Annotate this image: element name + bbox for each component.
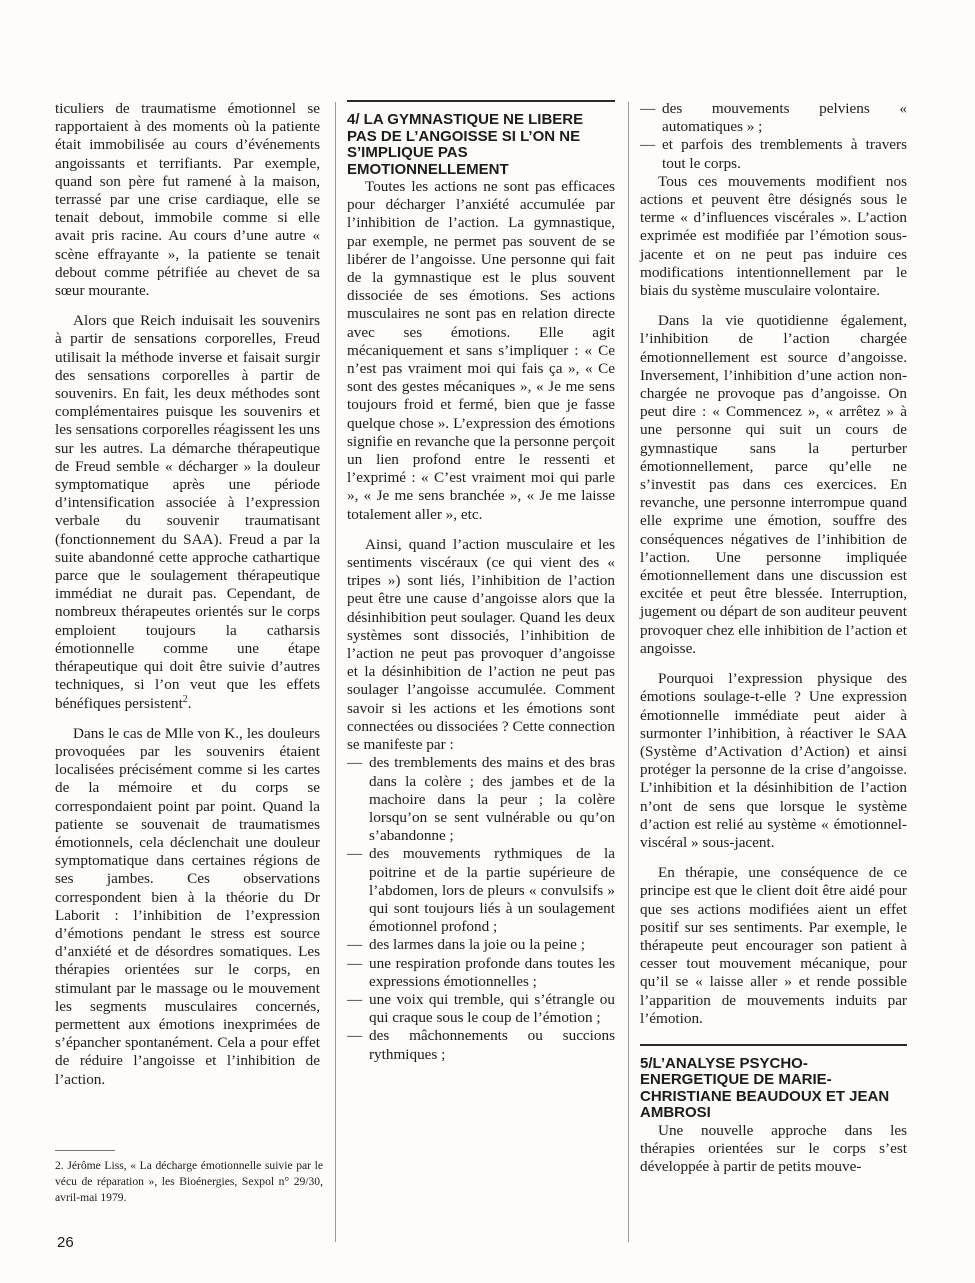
footnote-reference: 2 bbox=[182, 693, 188, 705]
paragraph: Dans la vie quotidienne également, l’inhibition de l’action chargée émotionnellement est source d’angoisse. Inversement, l’inhibition d’une action non-chargée ne provoque pas d’angoisse. On peut dire : « Commencez », « arrêtez » à une personne qui suit un cours de gymnastique sans la perturber émotionnellement, parce qu’elle ne s’investit pas dans ces exercices. En revanche, une personne interrompue quand elle exprime une émotion, souffre des conséquences négatives de l’inhibition de l’action. Une personne impliquée émotionnellement dans une discussion est excitée et peut être blessée. Interruption, jugement ou départ de son auditeur peuvent provoquer chez elle inhibition de l’action et angoisse. bbox=[640, 312, 907, 657]
column-1 bbox=[55, 100, 320, 1089]
list-item: — des mâchonnements ou succions rythmiques ; bbox=[347, 1027, 615, 1063]
list-item: — et parfois des tremblements à travers tout le corps. bbox=[640, 136, 907, 172]
section-heading-block bbox=[347, 100, 615, 178]
list-item: — des larmes dans la joie ou la peine ; bbox=[347, 936, 615, 954]
paragraph: ticuliers de traumatisme émotionnel se rapportaient à des moments où la patiente était immobilisée au cours d’événements angoissants et terrifiants. Par exemple, quand son père fut ramené à la maison, terrassé par une crise cardiaque, elle se tenait debout, immobile comme si elle avait pris racine. Au cours d’une autre « scène effrayante », la patiente se tenait debout comme pétrifiée au chevet de sa sœur mourante. bbox=[55, 100, 320, 300]
paragraph: En thérapie, une conséquence de ce principe est que le client doit être aidé pour que ses actions modifiées aient un effet positif sur ses sentiments. Par exemple, le thérapeute peut encourager son patient à cesser tout mouvement mécanique, pour qu’il se « laisse aller » et rende possible l’apparition de mouvements induits par l’émotion. bbox=[640, 864, 907, 1027]
paragraph: Une nouvelle approche dans les thérapies orientées sur le corps s’est développée à partir de petits mouve- bbox=[640, 1121, 907, 1176]
list-item: — des tremblements des mains et des bras dans la colère ; des jambes et de la machoire dans la peur ; la colère lorsqu’on se sent vulnérable ou qu’on s’abandonne ; bbox=[347, 754, 615, 845]
list-item: — une respiration profonde dans toutes les expressions émotionnelles ; bbox=[347, 955, 615, 991]
paragraph: Tous ces mouvements modifient nos actions et peuvent être désignés sous le terme « d’influences viscérales ». L’action exprimée est modifiée par l’émotion sous-jacente et on ne peut pas induire ces modifications intentionnellement par le biais du système musculaire volontaire. bbox=[640, 172, 907, 300]
section-heading-block bbox=[640, 1044, 907, 1122]
column-divider bbox=[335, 102, 336, 1242]
paragraph-gap bbox=[640, 852, 907, 864]
section-gap bbox=[640, 1028, 907, 1044]
section-heading: 5/L’ANALYSE PSYCHO-ENERGETIQUE DE MARIE-CHRISTIANE BEAUDOUX ET JEAN AMBROSI bbox=[640, 1054, 890, 1122]
dash-list bbox=[640, 100, 907, 173]
footnote-separator bbox=[55, 1150, 115, 1151]
page-number: 26 bbox=[57, 1234, 74, 1251]
paragraph-gap bbox=[347, 524, 615, 536]
list-item: — des mouvements rythmiques de la poitrine et de la partie supérieure de l’abdomen, lors de pleurs « convulsifs » qui sont toujours liés à un soulagement émotionnel profond ; bbox=[347, 845, 615, 936]
paragraph-gap bbox=[55, 300, 320, 312]
column-2 bbox=[347, 100, 615, 1064]
paragraph: Dans le cas de Mlle von K., les douleurs provoquées par les souvenirs étaient localisées précisément comme si les cartes de la mémoire et du corps se correspondaient point par point. Quand la patiente se souvenait de traumatismes émotionnels, cela déclenchait une douleur symptomatique dans certaines régions de ses jambes. Ces observations correspondent bien à la théorie du Dr Laborit : l’inhibition de l’expression d’émotions pendant le stress est source d’anxiété et de désordres somatiques. Les thérapies orientées sur le corps, en stimulant par le massage ou le mouvement les segments musculaires concernés, permettent aux émotions inexprimées de s’épancher spontanément. Cela a pour effet de réduire l’angoisse et l’inhibition de l’action. bbox=[55, 724, 320, 1088]
dash-list bbox=[347, 754, 615, 1063]
list-item: — une voix qui tremble, qui s’étrangle ou qui craque sous le coup de l’émotion ; bbox=[347, 991, 615, 1027]
paragraph-gap bbox=[55, 713, 320, 725]
paragraph-text: Alors que Reich induisait les souvenirs à partir de sensations corporelles, Freud utilisait la méthode inverse et faisait surgir des sensations corporelles à partir de souvenirs. En fait, les deux méthodes sont complémentaires puisque les souvenirs et les sensations corporelles réagissent les uns sur les autres. La démarche thérapeutique de Freud semble « décharger » la douleur symptomatique après une période d’intensification associée à l’expression verbale du souvenir traumatisant (fonctionnement du SAA). Freud a par la suite abandonné cette approche cathartique parce que le soulagement thérapeutique immédiat ne durait pas. Cependant, de nombreux thérapeutes orientés sur le corps emploient toujours la catharsis émotionnelle comme une étape thérapeutique qui doit être suivie d’autres techniques, si l’on veut que les effets bénéfiques persistent bbox=[55, 312, 320, 712]
paragraph: Toutes les actions ne sont pas efficaces pour décharger l’anxiété accumulée par l’inhibition de l’action. La gymnastique, par exemple, ne permet pas souvent de se libérer de l’angoisse. Une personne qui fait de la gymnastique est le plus souvent dissociée de ses émotions. Ses actions musculaires ne sont pas en relation directe avec ses émotions. Elle agit mécaniquement et sans s’impliquer : « Ce n’est pas vraiment moi qui fais ça », « Ce sont des gestes mécaniques », « Je me sens toujours froid et fermé, bien que je fasse quelque chose ». L’expression des émotions signifie en revanche que la personne perçoit un lien profond entre le ressenti et l’exprimé : « C’est vraiment moi qui parle », « Je me sens branchée », « Je me laisse totalement aller », etc. bbox=[347, 178, 615, 523]
column-3 bbox=[640, 100, 907, 1177]
paragraph-gap bbox=[640, 300, 907, 312]
section-heading: 4/ LA GYMNASTIQUE NE LIBERE PAS DE L’ANGOISSE SI L’ON NE S’IMPLIQUE PAS EMOTIONNELLEMENT bbox=[347, 111, 584, 178]
paragraph: Pourquoi l’expression physique des émotions soulage-t-elle ? Une expression émotionnelle immédiate peut aider à surmonter l’inhibition, à réactiver le SAA (Système d’Activation d’Action) et ainsi protéger la personne de la crise d’angoisse. L’inhibition et la désinhibition de l’action n’ont de sens que lorsque le système d’action est relié au système « émotionnel-viscéral » sous-jacent. bbox=[640, 670, 907, 851]
footnote: 2. Jérôme Liss, « La décharge émotionnelle suivie par le vécu de réparation », les Bioénergies, Sexpol n° 29/30, avril-mai 1979. bbox=[55, 1159, 323, 1204]
paragraph: Ainsi, quand l’action musculaire et les sentiments viscéraux (ce qui vient des « tripes ») sont liés, l’inhibition de l’action peut être une cause d’angoisse alors que la désinhibition peut soulager. Quand les deux systèmes sont dissociés, l’inhibition de l’action ne peut pas provoquer d’angoisse et la désinhibition de l’action ne peut pas soulager l’angoisse accumulée. Comment savoir si les actions et les émotions sont connectées ou dissociées ? Cette connection se manifeste par : bbox=[347, 535, 615, 754]
paragraph-gap bbox=[640, 658, 907, 670]
paragraph: Alors que Reich induisait les souvenirs à partir de sensations corporelles, Freud utilisait la méthode inverse et faisait surgir des sensations corporelles à partir de souvenirs. En fait, les deux méthodes sont complémentaires puisque les souvenirs et les sensations corporelles réagissent les uns sur les autres. La démarche thérapeutique de Freud semble « décharger » la douleur symptomatique après une période d’intensification associée à l’expression verbale du souvenir traumatisant (fonctionnement du SAA). Freud a par la suite abandonné cette approche cathartique parce que le soulagement thérapeutique immédiat ne durait pas. Cependant, de nombreux thérapeutes orientés sur le corps emploient toujours la catharsis émotionnelle comme une étape thérapeutique qui doit être suivie d’autres techniques, si l’on veut que les effets bénéfiques persistent$^2$. bbox=[55, 312, 320, 712]
list-item: — des mouvements pelviens « automatiques » ; bbox=[640, 100, 907, 136]
column-divider bbox=[628, 102, 629, 1242]
